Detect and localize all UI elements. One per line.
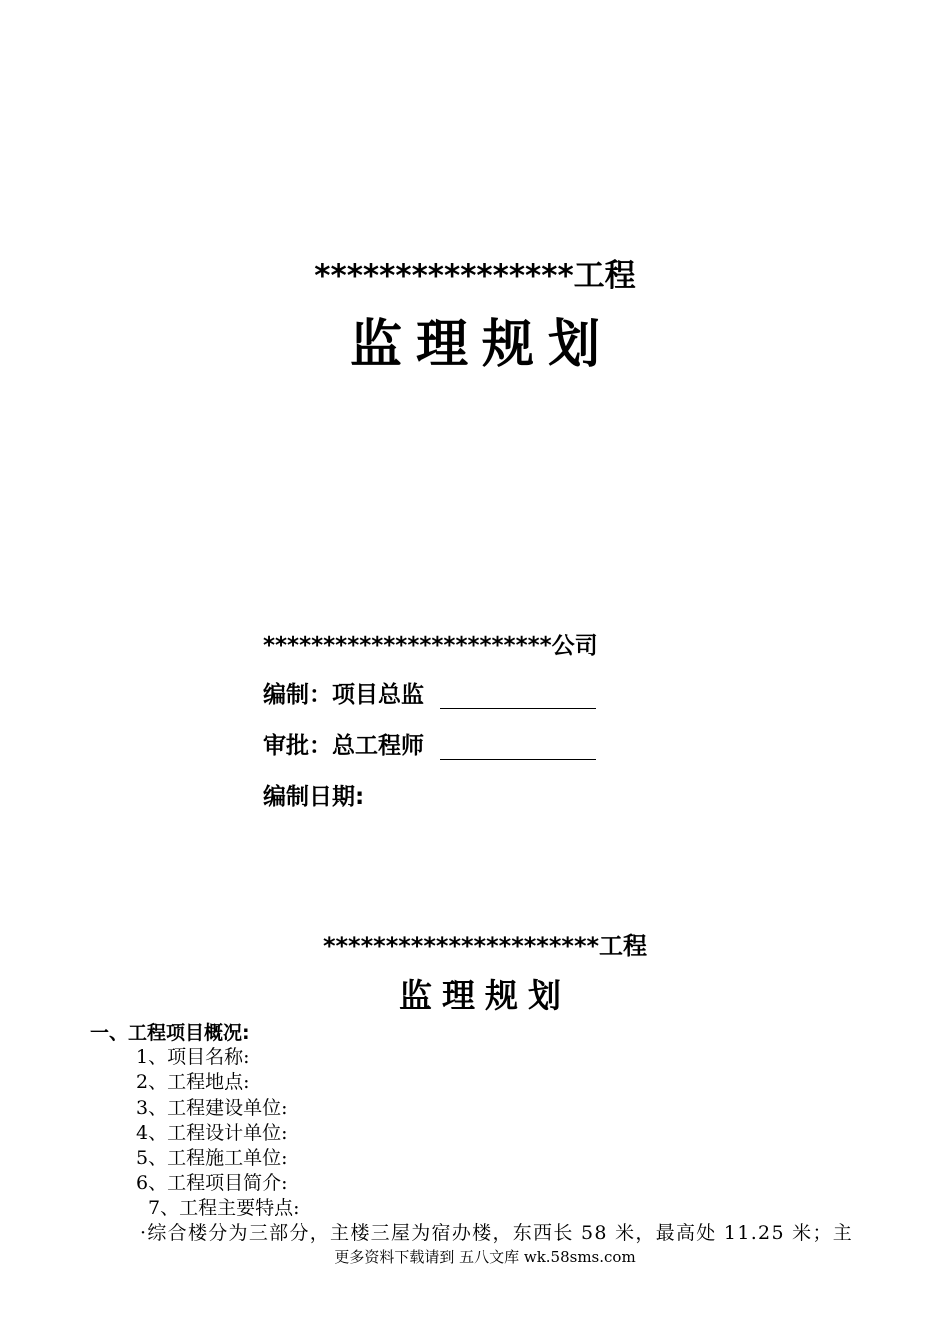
body-project-name: **********************工程 [322,932,648,960]
list-item: 2、工程地点: [136,1071,250,1093]
approver-label: 审批：总工程师 [263,733,424,759]
compiler-signature-line [440,682,596,709]
list-item: 4、工程设计单位: [136,1122,288,1144]
cover-title: 监理规划 [349,315,614,375]
list-item: 6、工程项目简介: [136,1172,288,1194]
compiler-field [263,676,596,709]
body-title: 监理规划 [399,976,571,1015]
approver-field [263,727,596,760]
cover-project-name: ****************工程 [314,258,636,294]
date-label: 编制日期: [263,784,365,810]
list-item: 5、工程施工单位: [136,1147,288,1169]
approver-signature-line [440,733,596,760]
list-item: 3、工程建设单位: [136,1097,288,1119]
section-heading: 一、工程项目概况: [90,1022,250,1044]
paragraph-text: ·综合楼分为三部分，主楼三屋为宿办楼，东西长 58 米，最高处 11.25 米；主 [140,1222,854,1244]
compiler-label: 编制：项目总监 [263,682,424,708]
list-item: 7、工程主要特点: [148,1197,300,1219]
company-name: ************************公司 [263,633,598,659]
footer-text: 更多资料下载请到 五八文库 wk.58sms.com [334,1248,636,1266]
list-item: 1、项目名称: [136,1046,250,1068]
